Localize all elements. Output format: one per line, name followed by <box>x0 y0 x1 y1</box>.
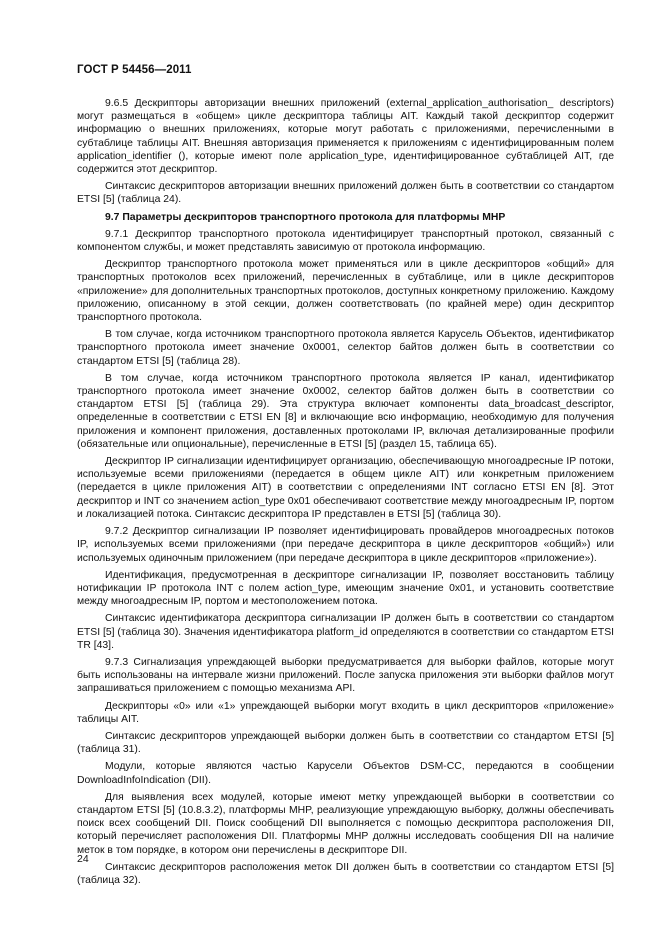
paragraph: Для выявления всех модулей, которые имеют метку упреждающей выборки в соответствии со стандартом ETSI [5] (10.8.3.2), платформы MHP, реализующие упреждающую выборку, должны обеспечивать поиск всех сообщений DII. Поиск сообщений DII выполняется с помощью дескриптора расположения DII, который перечисляет расположения DII. Платформы MHP должны исследовать сообщения DII на наличие меток в том порядке, в котором они перечислены в дескрипторе DII. <box>77 791 614 856</box>
paragraph: Дескрипторы «0» или «1» упреждающей выборки могут входить в цикл дескрипторов «приложение» таблицы AIT. <box>77 700 614 725</box>
paragraph: Синтаксис дескрипторов упреждающей выборки должен быть в соответствии со стандартом ETSI [5] (таблица 31). <box>77 730 614 756</box>
paragraph: Дескриптор транспортного протокола может применяться или в цикле дескрипторов «общий» для транспортных протоколов всех приложений, перечисленных в субтаблице, или в цикле дескрипторов «приложение» для дополнительных транспортных протоколов, доступных конкретному приложению. Каждому приложению, описанному в этой секции, должен соответствовать (по крайней мере) один дескриптор транспортного протокола. <box>77 259 614 324</box>
paragraph: 9.7.3 Сигнализация упреждающей выборки предусматривается для выборки файлов, которые могут быть использованы на интервале жизни приложений. После запуска приложения эти выборки файлов могут запрашиваться приложением с помощью механизма API. <box>77 656 614 695</box>
paragraph: Идентификация, предусмотренная в дескрипторе сигнализации IP, позволяет восстановить таблицу нотификации IP протокола INT с полем action_type, имеющим значение 0x01, и установить соответствие между многоадресным IP, портом и местоположением потока. <box>77 569 614 608</box>
paragraph: Синтаксис дескрипторов авторизации внешних приложений должен быть в соответствии со стандартом ETSI [5] (таблица 24). <box>77 181 614 206</box>
document-body <box>77 97 614 891</box>
paragraph: В том случае, когда источником транспортного протокола является Карусель Объектов, идентификатор транспортного протокола имеет значение 0x0001, селектор байтов должен быть в соответствии со стандартом ETSI [5] (таблица 28). <box>77 329 614 367</box>
paragraph: Синтаксис идентификатора дескриптора сигнализации IP должен быть в соответствии со стандартом ETSI [5] (таблица 30). Значения идентификатора platform_id определяются в соответствии со стандартом ETSI TR [43]. <box>77 613 615 651</box>
page-number: 24 <box>77 853 89 865</box>
document-header: ГОСТ Р 54456—2011 <box>77 64 192 76</box>
paragraph: В том случае, когда источником транспортного протокола является IP канал, идентификатор транспортного протокола имеет значение 0x0002, селектор байтов должен быть в соответствии со стандартом ETSI [5] (таблица 29). Эта структура включает компоненты data_broadcast_descriptor, определенные в соответствии с ETSI EN [8] и включающие всю информацию, необходимую для получения приложения и компонент приложения, доставленных протоколами IP, включая детализированные профили (обязательные или опциональные), перечисленные в ETSI [5] (раздел 15, таблица 65). <box>77 372 614 450</box>
paragraph: Модули, которые являются частью Карусели Объектов DSM-CC, передаются в сообщении DownloadInfoIndication (DII). <box>77 761 614 786</box>
paragraph: Дескриптор IP сигнализации идентифицирует организацию, обеспечивающую многоадресные IP потоки, используемые всеми приложениями (передается в общем цикле AIT) или конкретным приложением (передается в цикле приложения AIT) в соответствии с определениями INT согласно ETSI EN [8]. Этот дескриптор и INT со значением action_type 0x01 обеспечивают соответствие между многоадресным IP, портом и локализацией потока. Синтаксис дескриптора IP представлен в ETSI [5] (таблица 30). <box>77 456 614 520</box>
paragraph: 9.7.1 Дескриптор транспортного протокола идентифицирует транспортный протокол, связанный с компонентом службы, и может представлять зависимую от протокола информацию. <box>77 228 614 254</box>
section-heading: 9.7 Параметры дескрипторов транспортного протокола для платформы MHP <box>105 211 506 223</box>
paragraph: 9.7.2 Дескриптор сигнализации IP позволяет идентифицировать провайдеров многоадресных потоков IP, используемых всеми приложениями (при передаче дескриптора в цикле дескрипторов «общий») или используемых одиночным приложением (при передаче дескриптора в цикле дескрипторов «приложение»). <box>77 526 614 564</box>
paragraph: 9.6.5 Дескрипторы авторизации внешних приложений (external_application_authorisation_ descriptors) могут размещаться в «общем» цикле дескриптора таблицы AIT. Каждый такой дескриптор содержит информацию о внешних приложениях, которые могут работать с приложениями, перечисленными в субтаблице таблицы AIT. Внешняя авторизация применяется к приложениям с идентифицированным полем application_identifier (), которые имеют поле application_type, идентифицированное субтаблицей AIT, где содержится этот дескриптор. <box>77 98 614 176</box>
paragraph: Синтаксис дескрипторов расположения меток DII должен быть в соответствии со стандартом ETSI [5] (таблица 32). <box>77 861 614 886</box>
